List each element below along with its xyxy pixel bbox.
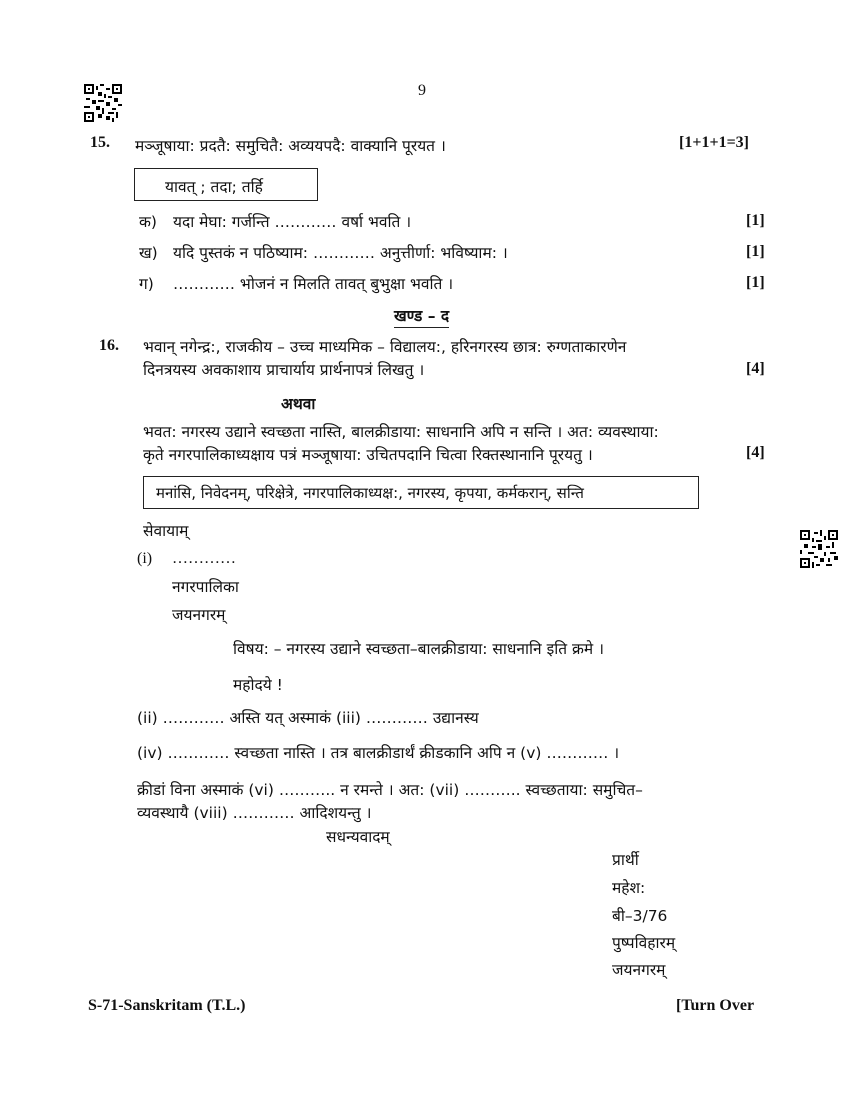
footer-turn-over: [Turn Over (676, 997, 755, 1014)
letter-signature-line: पुष्पविहारम् (612, 934, 676, 952)
q15-text: मञ्जूषाया: प्रदतै: समुचितै: अव्ययपदै: वाक्यानि पूरयत । (135, 137, 446, 155)
q15-word-box (134, 168, 318, 201)
q15-item-label: ग) (139, 275, 154, 293)
letter-i-label: (i) (137, 550, 153, 567)
footer-paper-code: S-71-Sanskritam (T.L.) (88, 997, 246, 1014)
letter-signature-line: बी–3/76 (612, 907, 668, 925)
q15-item-text: यदि पुस्तकं न पठिष्याम: ………… अनुत्तीर्णा: भविष्याम: । (173, 244, 508, 262)
letter-line-viii: व्यवस्थायै (viii) ………… आदिशयन्तु । (137, 804, 372, 822)
q16-line2: दिनत्रयस्य अवकाशाय प्राचार्याय प्रार्थनापत्रं लिखतु । (143, 361, 425, 379)
letter-signature-line: प्रार्थी (612, 851, 639, 869)
section-heading: खण्ड – द (394, 304, 449, 328)
q16-word-box (143, 476, 699, 509)
qr-code-right (800, 530, 838, 568)
q15-item-text: ………… भोजनं न मिलति तावत् बुभुक्षा भवति । (173, 275, 454, 293)
qr-code-top-left (84, 84, 122, 122)
q15-item-label: क) (139, 213, 157, 231)
letter-dhanyavad: सधन्यवादम् (326, 828, 390, 846)
q16-alt-marks: [4] (746, 444, 765, 461)
letter-i-blank: ………… (172, 550, 236, 567)
q15-word-box-text: यावत् ; तदा; तर्हि (165, 178, 263, 196)
q15-marks: [1+1+1=3] (679, 134, 750, 151)
q16-alt-line1: भवत: नगरस्य उद्याने स्वच्छता नास्ति, बालक्रीडाया: साधनानि अपि न सन्ति । अत: व्यवस्थाया: (143, 423, 659, 441)
letter-line-ii: (ii) ………… अस्ति यत् अस्माकं (iii) ………… उद्यानस्य (137, 709, 479, 727)
q16-marks: [4] (746, 360, 765, 377)
letter-subject: विषय: – नगरस्य उद्याने स्वच्छता–बालक्रीडाया: साधनानि इति क्रमे । (233, 640, 604, 658)
q15-number: 15. (90, 134, 110, 151)
q15-item-marks: [1] (746, 212, 765, 229)
q16-line1: भवान् नगेन्द्र:, राजकीय – उच्च माध्यमिक – विद्यालय:, हरिनगरस्य छात्र: रुग्णताकारणेन (143, 338, 627, 356)
athava-label: अथवा (281, 395, 316, 413)
q16-number: 16. (99, 337, 119, 354)
letter-nagarpalika: नगरपालिका (172, 578, 239, 596)
page-number: 9 (418, 82, 426, 99)
letter-sevayam: सेवायाम् (143, 522, 189, 540)
letter-jayanagaram: जयनगरम् (172, 606, 226, 624)
q15-item-label: ख) (139, 244, 158, 262)
q15-item-marks: [1] (746, 274, 765, 291)
q15-item-text: यदा मेघा: गर्जन्ति ………… वर्षा भवति । (173, 213, 412, 231)
letter-signature-line: जयनगरम् (612, 961, 666, 979)
letter-salutation: महोदये ! (233, 676, 283, 694)
letter-line-iv: (iv) ………… स्वच्छता नास्ति । तत्र बालक्रीडार्थं क्रीडकानि अपि न (v) ………… । (137, 744, 620, 762)
letter-signature-line: महेश: (612, 879, 646, 897)
q16-alt-line2: कृते नगरपालिकाध्यक्षाय पत्रं मञ्जूषाया: उचितपदानि चित्वा रिक्तस्थानानि पूरयतु । (143, 446, 593, 464)
q16-word-box-text: मनांसि, निवेदनम्, परिक्षेत्रे, नगरपालिकाध्यक्ष:, नगरस्य, कृपया, कर्मकरान्, सन्ति (156, 484, 584, 502)
q15-item-marks: [1] (746, 243, 765, 260)
letter-line-vi: क्रीडां विना अस्माकं (vi) ……….. न रमन्ते । अत: (vii) ……….. स्वच्छताया: समुचित– (137, 781, 643, 799)
